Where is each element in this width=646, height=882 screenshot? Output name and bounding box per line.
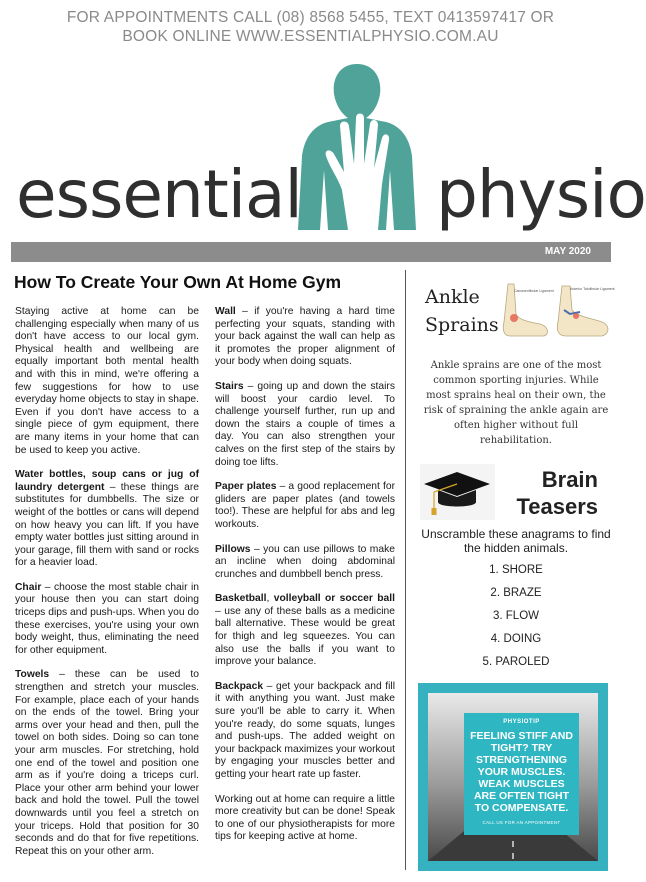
section-heading: Pillows [215,543,251,555]
contact-info [0,8,621,46]
section-towels [15,669,199,858]
brain-teasers-title [498,466,598,520]
physiotip-footer: CALL US FOR AN APPOINTMENT [482,820,561,825]
issue-date: MAY 2020 [544,246,591,257]
brain-teasers-subtitle: Unscramble these anagrams to find the hidden animals. [421,527,611,555]
ankle-title-line-2: Sprains [425,314,499,336]
section-heading: Wall [215,306,236,317]
physiotip-message: FEELING STIFF AND TIGHT? TRY STRENGTHENING YOUR MUSCLES. WEAK MUSCLES ARE OFTEN TIGHT TO COMPENSATE. [470,730,573,814]
section-heading: Towels [15,669,50,681]
anagram-item: 2. BRAZE [490,587,542,599]
section-body: – these can be used to strengthen and stretch your muscles. For example, place each of your hands on the ends of the towel. Bring your arms over your head and then, pull the towel on both sides. Doing so can tone your arm muscles. For stretching, hold one end of the towel and position one arm as if you're doing a triceps curl. Place your other arm behind your lower back and hold the towel. Pull the towel downwards until you feel a stretch on your triceps. Hold that position for 30 seconds and do that for five repetitions. Repeat this on your other arm. [15,669,199,857]
section-heading: Chair [15,581,42,593]
article-intro: Staying active at home can be challenging especially when many of us don't have access to our local gym. Physical health and wellbeing are equally important both mental health and with this in mind, we're offering a few suggestions for how to use everyday home objects to stay in shape. Even if you don't have access to a single piece of gym equipment, there are many items in your home that can be used to keep you active. [15,306,199,456]
section-body: – choose the most stable chair in your house then you can start doing triceps dips and push-ups. When you do these exercises, you're using your own body weight, thus, eliminating the need for other equipment. [15,581,199,656]
contact-line-1: FOR APPOINTMENTS CALL (08) 8568 5455, TEXT 0413597417 OR [66,9,555,26]
logo-word-physio: physio [436,156,646,233]
section-heading: Stairs [215,380,244,392]
section-water-bottles [15,469,199,570]
physiotip-label: PHYSIOTIP [503,719,540,725]
article-column-2 [215,306,395,856]
anagram-item: 5. PAROLED [482,656,550,668]
brain-title-line-1: Brain [541,467,598,492]
logo-word-essential: essential [16,156,302,233]
section-body: – going up and down the stairs will boost your cardio level. To challenge yourself further, run up and down the stairs a couple of times a day. You can also strengthen your calves on the first step of the stairs by doing toe lifts. [215,380,395,468]
ankle-sprains-title [425,283,499,339]
section-stairs [215,381,395,469]
anagram-list [418,564,614,679]
anagram-item: 3. FLOW [492,610,539,622]
section-heading: Backpack [215,680,264,692]
article-column-1 [15,306,199,870]
physiotip-road-image [428,693,598,861]
section-balls [215,593,395,669]
physiotip-card [464,713,579,835]
issue-band [11,242,611,262]
section-chair [15,582,199,658]
section-heading: volleyball or soccer ball [273,593,395,605]
anagram-item: 1. SHORE [489,564,543,576]
section-body: – a good replacement for gliders are paper plates (and towels too!). These are helpful for abs and leg workouts. [215,481,395,530]
section-body: – use any of these balls as a medicine ball alternative. These would be great for thigh and leg squeezes. You can also use the balls if you want to improve your balance. [215,605,395,668]
diagram-label-talofibular: Anterior Talofibular Ligament [570,287,615,291]
section-body: – these things are substitutes for dumbbells. The size or weight of the bottles or cans will depend on how heavy you can lift. If you have empty water bottles just sitting around in your garage, fill them with sand or rocks for a heavier load. [15,481,200,569]
section-body: – if you're having a hard time perfecting your squats, standing with your back against the wall can help as it promotes the proper alignment of your body when doing squats. [215,306,395,368]
logo-hand-figure-icon [282,60,432,235]
ankle-title-line-1: Ankle [425,286,480,308]
section-wall [215,306,395,369]
section-heading: Basketball [215,593,267,605]
section-pillows [215,544,395,582]
section-body: – get your backpack and fill it with anything you want. Just make sure you'll be able to carry it. When you're ready, do some squats, lunges and push-ups. The added weight on your backpack maximizes your workout by engaging your muscles better and getting your heart rate up faster. [215,680,395,780]
physiotip-panel [418,683,608,871]
article-closing: Working out at home can require a little more creativity but can be done! Speak to one of our physiotherapists for more tips for keeping active at home. [215,793,395,843]
ankle-sprains-text: Ankle sprains are one of the most common sporting injuries. While most sprains heal on their own, the risk of spraining the ankle again are often higher without full rehabilitation. [423,360,609,446]
article-title: How To Create Your Own At Home Gym [14,272,342,292]
section-heading: Water bottles, soup cans or jug of laundry detergent [15,469,199,493]
contact-line-2: BOOK ONLINE WWW.ESSENTIALPHYSIO.COM.AU [122,28,499,45]
section-heading: Paper plates [215,481,277,493]
ankle-diagram-icon [500,278,615,340]
column-divider [405,270,406,870]
diagram-label-calcaneofibular: Calcaneofibular Ligament [514,289,554,293]
anagram-item: 4. DOING [490,633,542,645]
section-paper-plates [215,481,395,531]
section-heading-separator: , [266,593,274,605]
section-backpack [215,681,395,782]
brain-title-line-2: Teasers [516,494,598,519]
section-body: – you can use pillows to make an incline when doing abdominal crunches and dumbbell bench press. [215,543,395,580]
